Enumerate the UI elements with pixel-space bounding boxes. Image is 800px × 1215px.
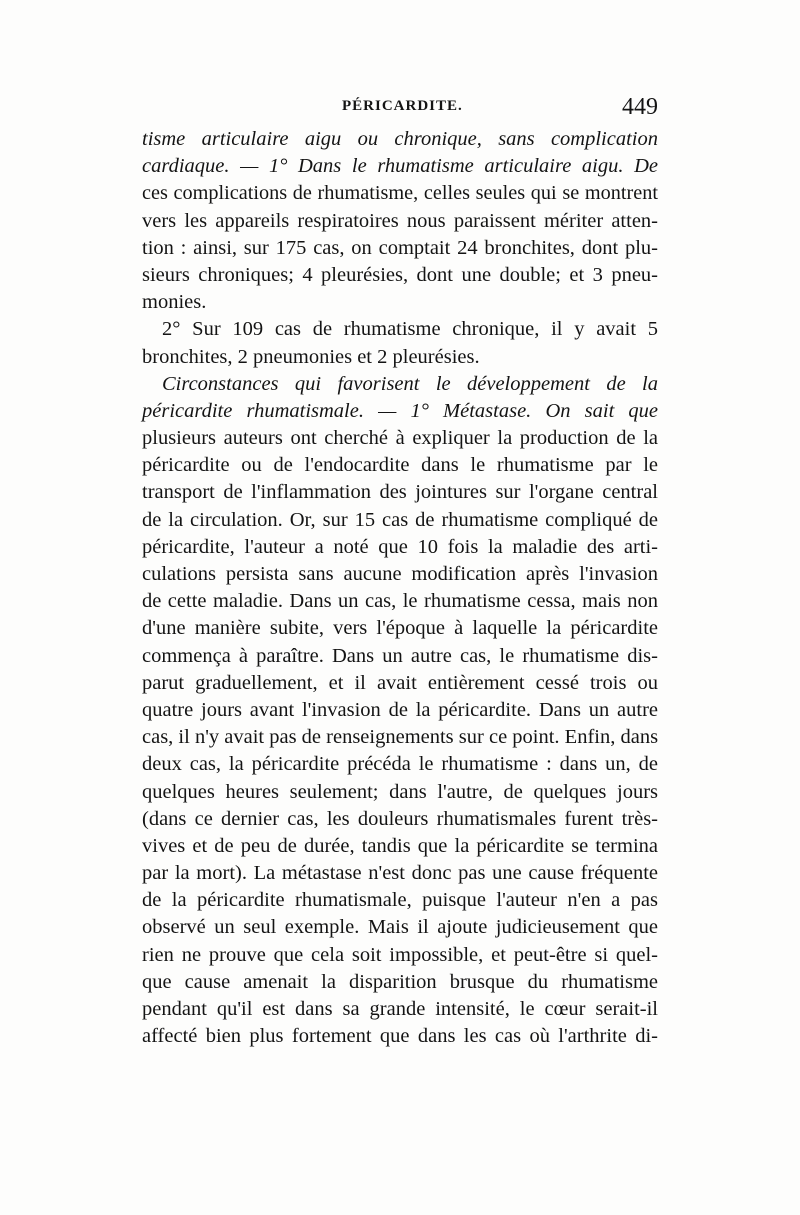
text-line: culations persista sans aucune modification après l'invasion: [142, 563, 658, 585]
text-line: Circonstances qui favorisent le développement de la: [162, 372, 658, 395]
text-line: quelques heures seulement; dans l'autre, de quelques jours: [142, 780, 658, 803]
body-text: [142, 126, 658, 1050]
text-line: deux cas, la péricardite précéda le rhumatisme : dans un, de: [142, 753, 658, 776]
text-line: que cause amenait la disparition brusque du rhumatisme: [142, 970, 658, 993]
text-line: ces complications de rhumatisme, celles seules qui se montrent: [142, 182, 658, 205]
text-line: de la circulation. Or, sur 15 cas de rhumatisme compliqué de: [142, 508, 658, 531]
text-line: quatre jours avant l'invasion de la péricardite. Dans un autre: [142, 698, 658, 721]
text-line: affecté bien plus fortement que dans les cas où l'arthrite di-: [142, 1025, 658, 1048]
text-line: tion : ainsi, sur 175 cas, on comptait 24 bronchites, dont plu-: [142, 236, 658, 259]
text-line: parut graduellement, et il avait entièrement cessé trois ou: [142, 671, 658, 694]
text-line: vers les appareils respiratoires nous paraissent mériter atten-: [142, 209, 658, 232]
text-line: plusieurs auteurs ont cherché à expliquer la production de la: [142, 427, 658, 450]
text-line: cas, il n'y avait pas de renseignements sur ce point. Enfin, dans: [142, 726, 659, 749]
text-line: de la péricardite rhumatismale, puisque l'auteur n'en a pas: [142, 889, 658, 912]
text-line: observé un seul exemple. Mais il ajoute judicieusement que: [142, 916, 658, 939]
text-line: monies.: [142, 291, 207, 314]
page-number: 449: [622, 94, 658, 120]
text-line: sieurs chroniques; 4 pleurésies, dont une double; et 3 pneu-: [142, 263, 658, 286]
text-line: vives et de peu de durée, tandis que la péricardite se termina: [142, 834, 658, 857]
text-line: bronchites, 2 pneumonies et 2 pleurésies.: [142, 345, 480, 368]
text-line: rien ne prouve que cela soit impossible, et peut-être si quel-: [142, 943, 658, 966]
text-line: d'une manière subite, vers l'époque à laquelle la péricardite: [142, 617, 658, 640]
text-line: par la mort). La métastase n'est donc pas une cause fréquente: [142, 862, 658, 885]
text-line: tisme articulaire aigu ou chronique, sans complication: [142, 128, 658, 150]
text-line: 2° Sur 109 cas de rhumatisme chronique, il y avait 5: [162, 318, 658, 341]
text-line: péricardite ou de l'endocardite dans le rhumatisme par le: [142, 454, 658, 477]
text-line: péricardite rhumatismale. — 1° Métastase. On sait que: [142, 399, 658, 422]
text-line: commença à paraître. Dans un autre cas, le rhumatisme dis-: [142, 644, 658, 667]
text-line: de cette maladie. Dans un cas, le rhumatisme cessa, mais non: [142, 590, 658, 613]
text-line: pendant qu'il est dans sa grande intensité, le cœur serait-il: [142, 998, 658, 1020]
text-line: cardiaque. — 1° Dans le rhumatisme articulaire aigu. De: [142, 155, 658, 178]
text-line: (dans ce dernier cas, les douleurs rhumatismales furent très-: [142, 807, 658, 830]
text-line: péricardite, l'auteur a noté que 10 fois la maladie des arti-: [142, 535, 658, 558]
running-title: PÉRICARDITE.: [342, 98, 463, 114]
text-line: transport de l'inflammation des jointures sur l'organe central: [142, 481, 658, 504]
running-head: [142, 96, 658, 126]
